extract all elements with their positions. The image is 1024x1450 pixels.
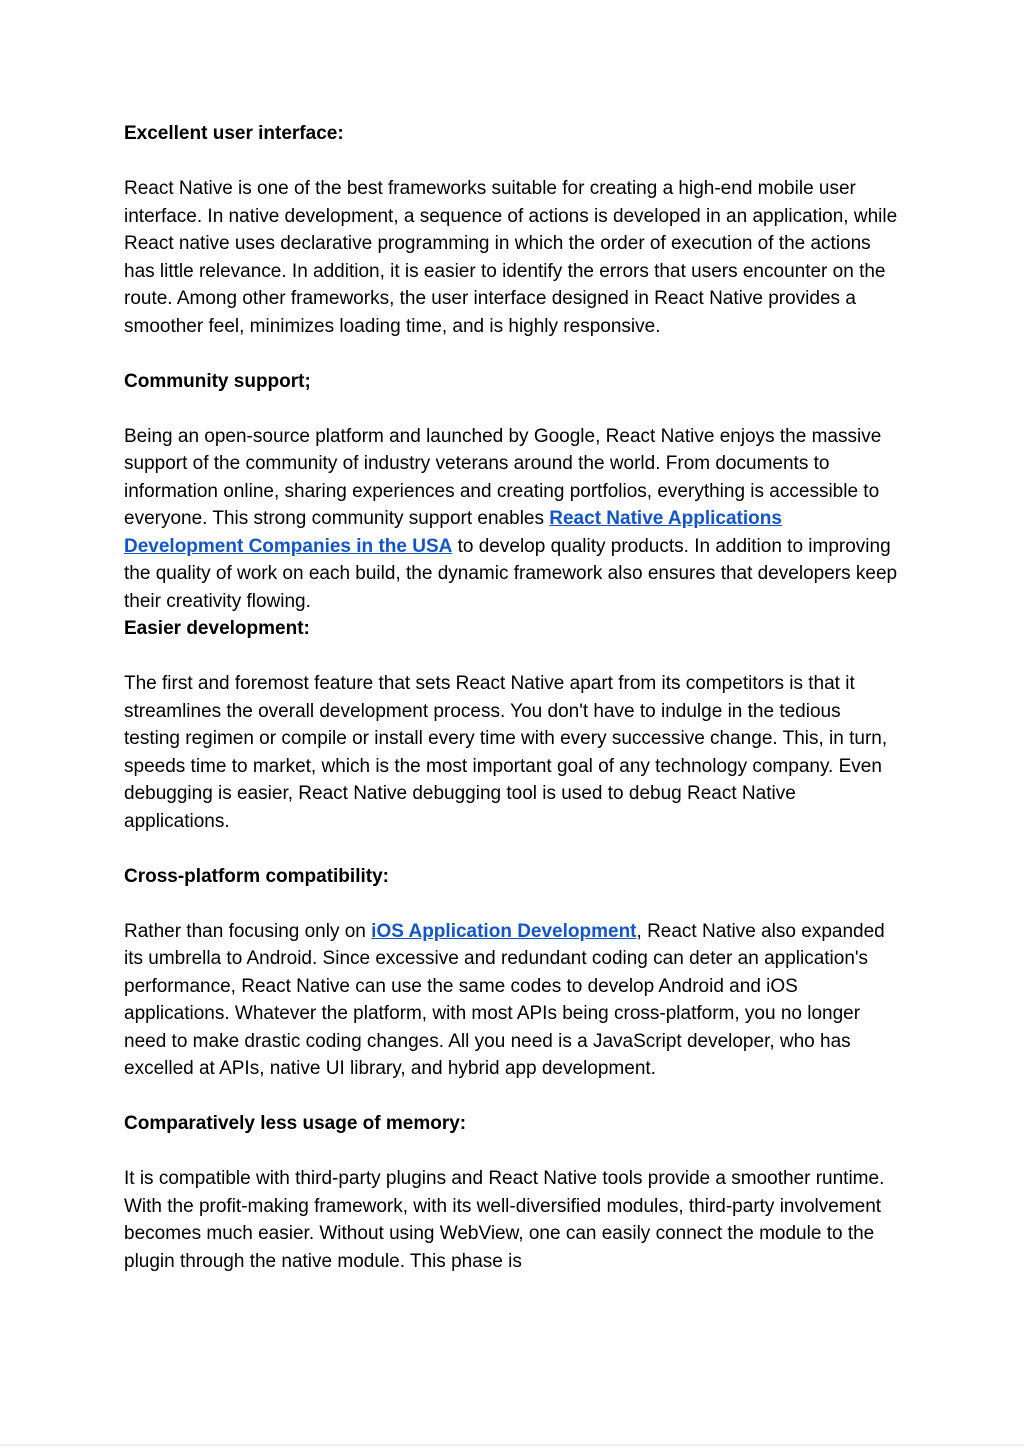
text-run: React Native is one of the best frameworks suitable for creating a high-end mobile user interface. In native development, a sequence of actions is developed in an application, while React native uses declarative programming in which the order of execution of the actions has little relevance. In addition, it is easier to identify the errors that users encounter on the route. Among other frameworks, the user interface designed in React Native provides a smoother feel, minimizes loading time, and is highly responsive. (124, 178, 898, 337)
paragraph (124, 918, 898, 1083)
section-heading: Cross-platform compatibility: (124, 865, 389, 887)
text-run: to develop quality products. In addition to improving the quality of work on each build, the dynamic framework also ensures that developers keep their creativity flowing. (124, 535, 898, 612)
paragraph (124, 423, 898, 616)
paragraph (124, 670, 898, 835)
text-run: Being an open-source platform and launched by Google, React Native enjoys the massive support of the community of industry veterans around the world. From documents to information online, sharing experiences and creating portfolios, everything is accessible to everyone. This strong community support enables (124, 425, 882, 529)
paragraph (124, 175, 898, 340)
text-run: The first and foremost feature that sets React Native apart from its competitors is that it streamlines the overall development process. You don't have to indulge in the tedious testing regimen or compile or install every time with every successive change. This, in turn, speeds time to market, which is the most important goal of any technology company. Even debugging is easier, React Native debugging tool is used to debug React Native applications. (124, 673, 888, 832)
section-heading: Community support; (124, 370, 311, 392)
section-heading: Comparatively less usage of memory: (124, 1113, 467, 1134)
text-run: It is compatible with third-party plugins and React Native tools provide a smoother runtime. With the profit-making framework, with its well-diversified modules, third-party involvement becomes much easier. Without using WebView, one can easily connect the module to the plugin through the native module. This phase is (124, 1168, 885, 1272)
section-heading: Easier development: (124, 618, 310, 639)
document-body (124, 120, 898, 1275)
ios-application-development-link[interactable]: iOS Application Development (371, 920, 637, 942)
page-bottom-divider (0, 1444, 1024, 1446)
react-native-applications-development-companies-usa-link[interactable]: React Native Applications Development Companies in the USA (124, 508, 782, 557)
text-run: Rather than focusing only on (124, 920, 372, 942)
text-run: , React Native also expanded its umbrella to Android. Since excessive and redundant coding can deter an application's performance, React Native can use the same codes to develop Android and iOS applications. Whatever the platform, with most APIs being cross-platform, you no longer need to make drastic coding changes. All you need is a JavaScript developer, who has excelled at APIs, native UI library, and hybrid app development. (124, 920, 885, 1079)
paragraph (124, 1165, 898, 1275)
section-heading: Excellent user interface: (124, 123, 344, 144)
